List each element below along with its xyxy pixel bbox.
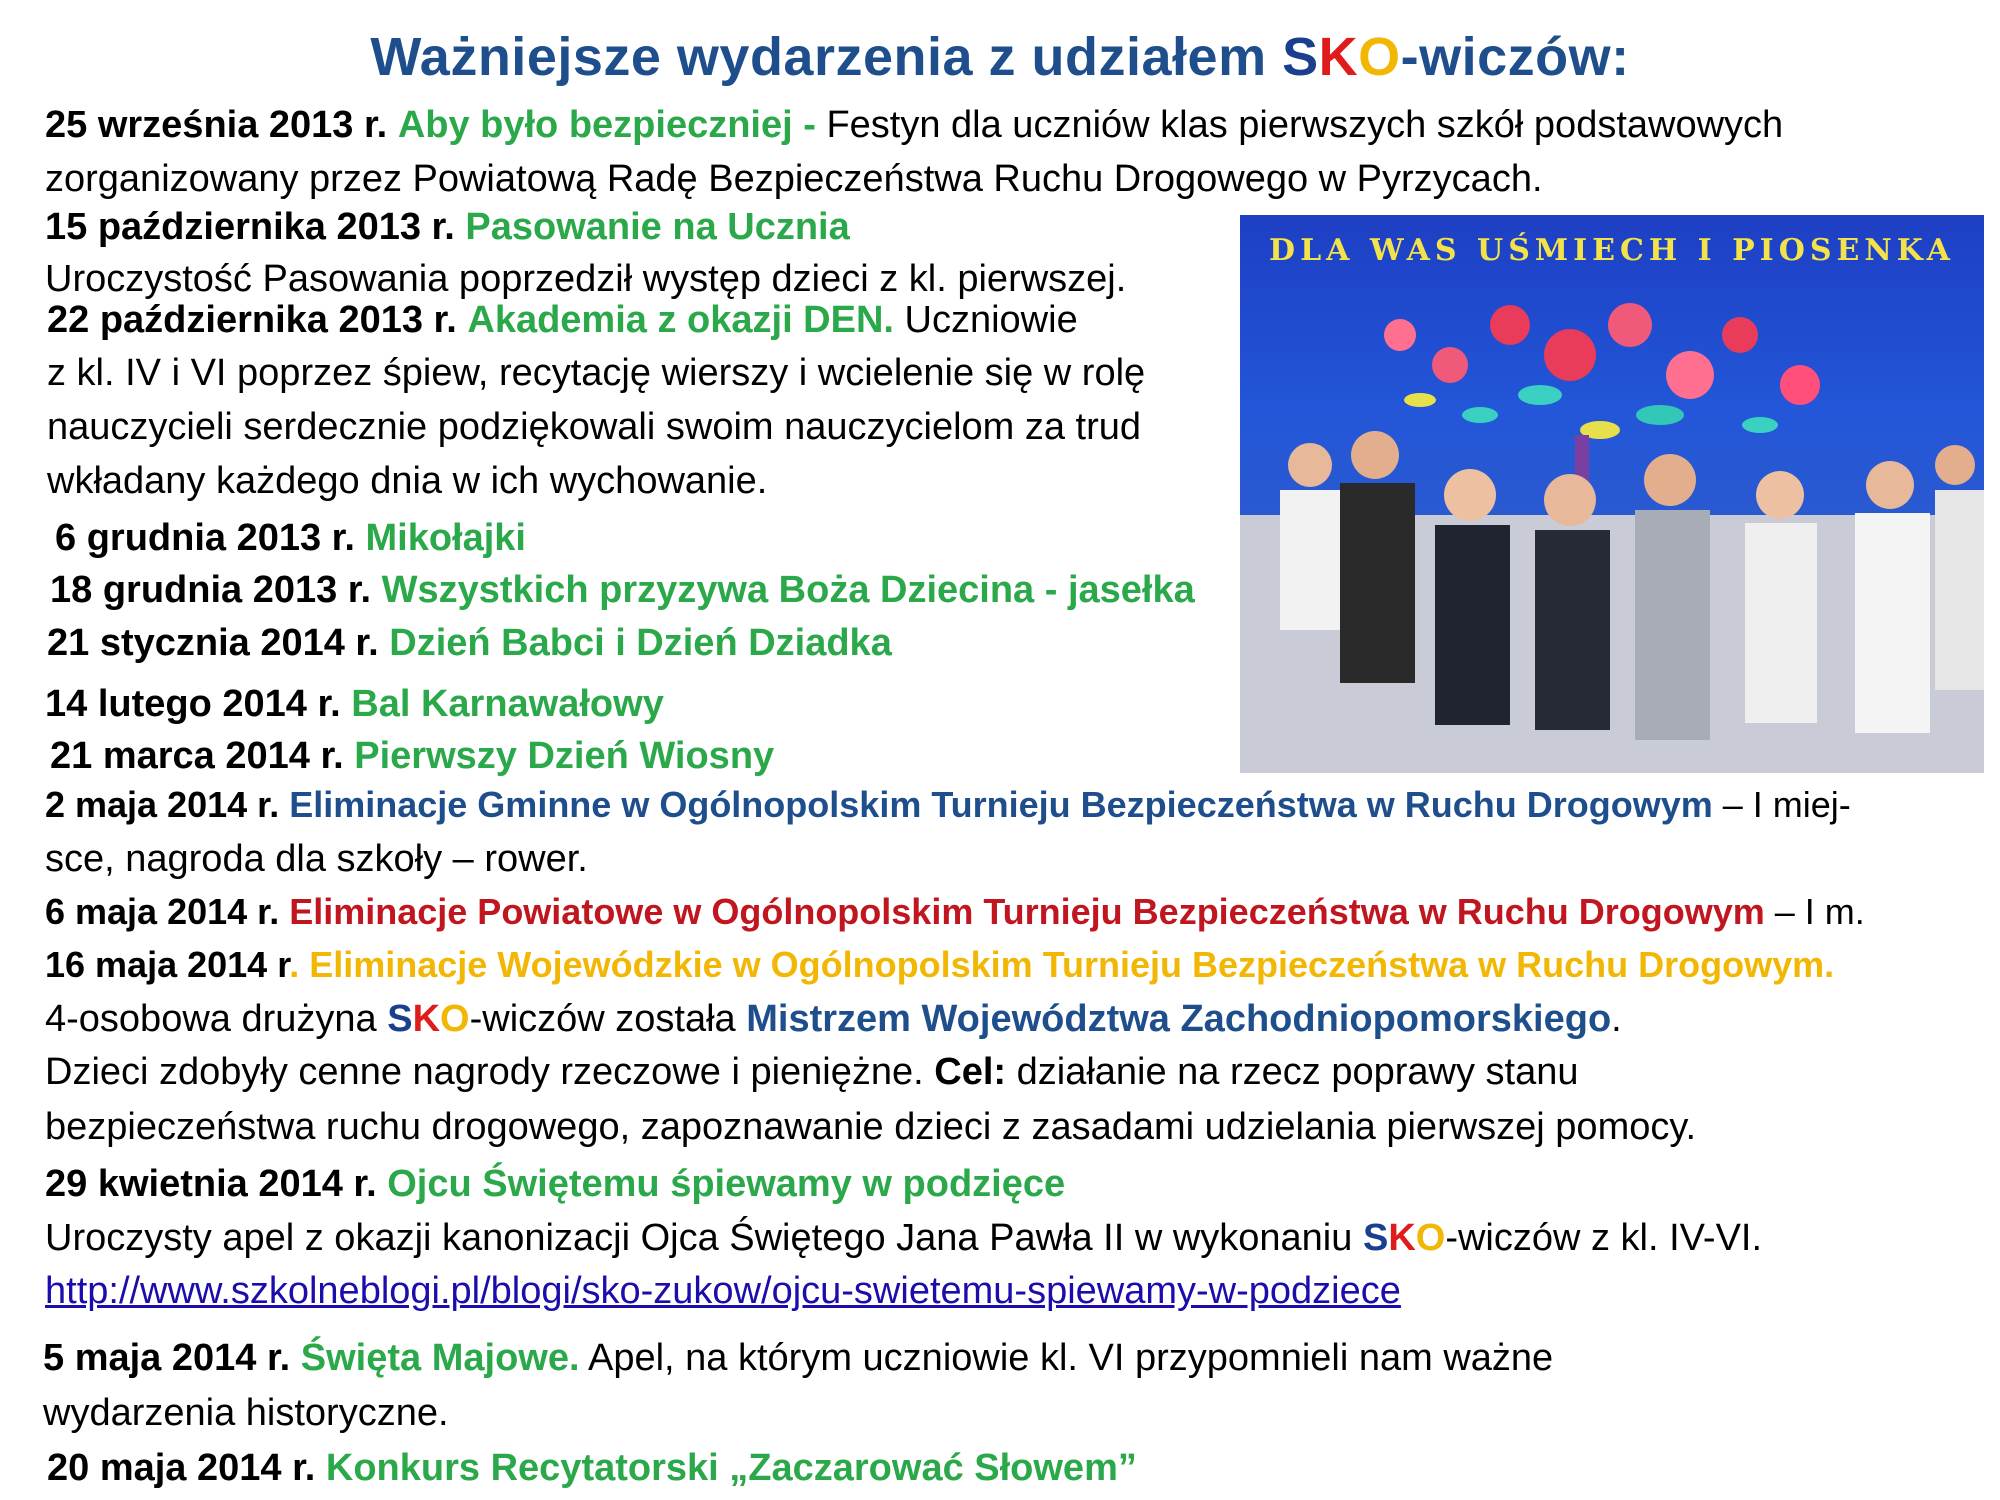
- event-desc: – I miej-: [1712, 784, 1851, 825]
- event-desc: z kl. IV i VI poprzez śpiew, recytację wierszy i wcielenie się w rolę: [47, 352, 1146, 394]
- event-date: 20 maja 2014 r.: [47, 1447, 316, 1489]
- event-3-line-4: [47, 458, 767, 504]
- event-10: [45, 889, 1865, 935]
- event-12-line-1: [45, 1161, 1065, 1207]
- event-desc: bezpieczeństwa ruchu drogowego, zapoznawanie dzieci z zasadami udzielania pierwszej pomocy.: [45, 1106, 1697, 1148]
- choir-photo: [1240, 215, 1984, 773]
- sko-s: S: [387, 998, 413, 1040]
- event-9-line-1: [45, 782, 1851, 828]
- team-title: Mistrzem Województwa Zachodniopomorskiego: [746, 998, 1612, 1040]
- event-3-line-1: [47, 297, 1078, 343]
- event-desc: Apel, na którym uczniowie kl. VI przypomnieli nam ważne: [579, 1337, 1554, 1379]
- title-text-end: -wiczów:: [1400, 27, 1630, 87]
- event-4: [55, 515, 526, 561]
- event-desc: wkładany każdego dnia w ich wychowanie.: [47, 460, 768, 502]
- event-date: 21 marca 2014 r.: [50, 735, 344, 777]
- page-title: [0, 26, 2000, 88]
- event-desc: sce, nagroda dla szkoły – rower.: [45, 838, 588, 880]
- event-date: 22 października 2013 r.: [47, 299, 457, 341]
- event-date: 6 grudnia 2013 r.: [55, 517, 355, 559]
- event-desc: Uczniowie: [893, 299, 1078, 341]
- event-date: 5 maja 2014 r.: [43, 1337, 291, 1379]
- event-name: Bal Karnawałowy: [351, 683, 664, 725]
- event-desc: 4-osobowa drużyna: [45, 998, 388, 1040]
- event-name: Mikołajki: [365, 517, 526, 559]
- title-s: S: [1282, 27, 1319, 87]
- event-desc: – I m.: [1764, 891, 1865, 932]
- sko-k: K: [1388, 1217, 1416, 1259]
- event-date: 14 lutego 2014 r.: [45, 683, 341, 725]
- event-13-line-2: [43, 1390, 449, 1436]
- sko-s: S: [1362, 1217, 1389, 1259]
- event-desc: zorganizowany przez Powiatową Radę Bezpieczeństwa Ruchu Drogowego w Pyrzycach.: [45, 158, 1543, 200]
- event-5: [50, 567, 1195, 613]
- hearts-decoration: [1384, 303, 1820, 505]
- event-date: 2 maja 2014 r.: [45, 784, 280, 825]
- goal-label: Cel:: [934, 1051, 1007, 1093]
- event-desc: Festyn dla uczniów klas pierwszych szkół podstawowych: [815, 104, 1784, 146]
- event-name: Eliminacje Powiatowe w Ogólnopolskim Turnieju Bezpieczeństwa w Ruchu Drogowym: [289, 891, 1765, 932]
- event-name: Dzień Babci i Dzień Dziadka: [389, 622, 892, 664]
- sko-o: O: [440, 998, 470, 1040]
- event-name: Wszystkich przyzywa Boża Dziecina - jasełka: [381, 569, 1195, 611]
- event-6: [47, 620, 892, 666]
- children-group: [1240, 431, 1984, 773]
- event-name: Konkurs Recytatorski „Zaczarować Słowem”: [325, 1447, 1137, 1489]
- event-desc: .: [1611, 998, 1622, 1040]
- event-date: 29 kwietnia 2014 r.: [45, 1163, 377, 1205]
- event-2-line-2: [45, 256, 1126, 302]
- title-text: Ważniejsze wydarzenia z udziałem: [370, 27, 1283, 87]
- event-2-line-1: [45, 204, 850, 250]
- event-3-line-2: [47, 350, 1145, 396]
- sko-k: K: [412, 998, 441, 1040]
- event-8: [50, 733, 774, 779]
- event-11-line-1: [45, 942, 1834, 988]
- event-name: . Eliminacje Wojewódzkie w Ogólnopolskim Turnieju Bezpieczeństwa w Ruchu Drogowym.: [289, 944, 1835, 985]
- event-desc: -wiczów została: [469, 998, 747, 1040]
- event-name: Aby było bezpieczniej -: [397, 104, 816, 146]
- event-date: 16 maja 2014 r: [45, 944, 290, 985]
- event-name: Eliminacje Gminne w Ogólnopolskim Turnieju Bezpieczeństwa w Ruchu Drogowym: [289, 784, 1713, 825]
- event-name: Pierwszy Dzień Wiosny: [354, 735, 775, 777]
- event-date: 6 maja 2014 r.: [45, 891, 280, 932]
- event-12-line-3: [45, 1268, 1401, 1314]
- event-desc: Uroczystość Pasowania poprzedził występ dzieci z kl. pierwszej.: [45, 258, 1127, 300]
- event-desc: Dzieci zdobyły cenne nagrody rzeczowe i pieniężne.: [45, 1051, 935, 1093]
- event-9-line-2: [45, 836, 588, 882]
- event-11-line-3: [45, 1049, 1579, 1095]
- event-7: [45, 681, 664, 727]
- event-name: Ojcu Świętemu śpiewamy w podzięce: [387, 1163, 1066, 1205]
- blog-link[interactable]: http://www.szkolneblogi.pl/blogi/sko-zukow/ojcu-swietemu-spiewamy-w-podziece: [45, 1270, 1401, 1312]
- title-k: K: [1318, 27, 1359, 87]
- event-1-line-1: [45, 102, 1783, 148]
- event-date: 21 stycznia 2014 r.: [47, 622, 379, 664]
- event-desc: nauczycieli serdecznie podziękowali swoim nauczycielom za trud: [47, 406, 1142, 448]
- event-12-line-2: [45, 1215, 1762, 1261]
- event-11-line-2: [45, 996, 1622, 1042]
- event-date: 15 października 2013 r.: [45, 206, 455, 248]
- event-1-line-2: [45, 156, 1543, 202]
- event-11-line-4: [45, 1104, 1696, 1150]
- sko-o: O: [1415, 1217, 1446, 1259]
- event-date: 18 grudnia 2013 r.: [50, 569, 372, 611]
- event-13-line-1: [43, 1335, 1553, 1381]
- event-name: Akademia z okazji DEN.: [467, 299, 894, 341]
- event-name: Święta Majowe.: [300, 1337, 580, 1379]
- title-o: O: [1358, 27, 1401, 87]
- event-desc: Uroczysty apel z okazji kanonizacji Ojca Świętego Jana Pawła II w wykonaniu: [45, 1217, 1363, 1259]
- event-desc: działanie na rzecz poprawy stanu: [1006, 1051, 1579, 1093]
- event-desc: -wiczów z kl. IV-VI.: [1445, 1217, 1763, 1259]
- photo-banner: DLA WAS UŚMIECH I PIOSENKA: [1269, 233, 1955, 268]
- event-3-line-3: [47, 404, 1141, 450]
- event-date: 25 września 2013 r.: [45, 104, 388, 146]
- event-name: Pasowanie na Ucznia: [465, 206, 850, 248]
- photo-scene: [1240, 215, 1984, 773]
- event-14: [47, 1445, 1137, 1491]
- event-desc: wydarzenia historyczne.: [43, 1392, 449, 1434]
